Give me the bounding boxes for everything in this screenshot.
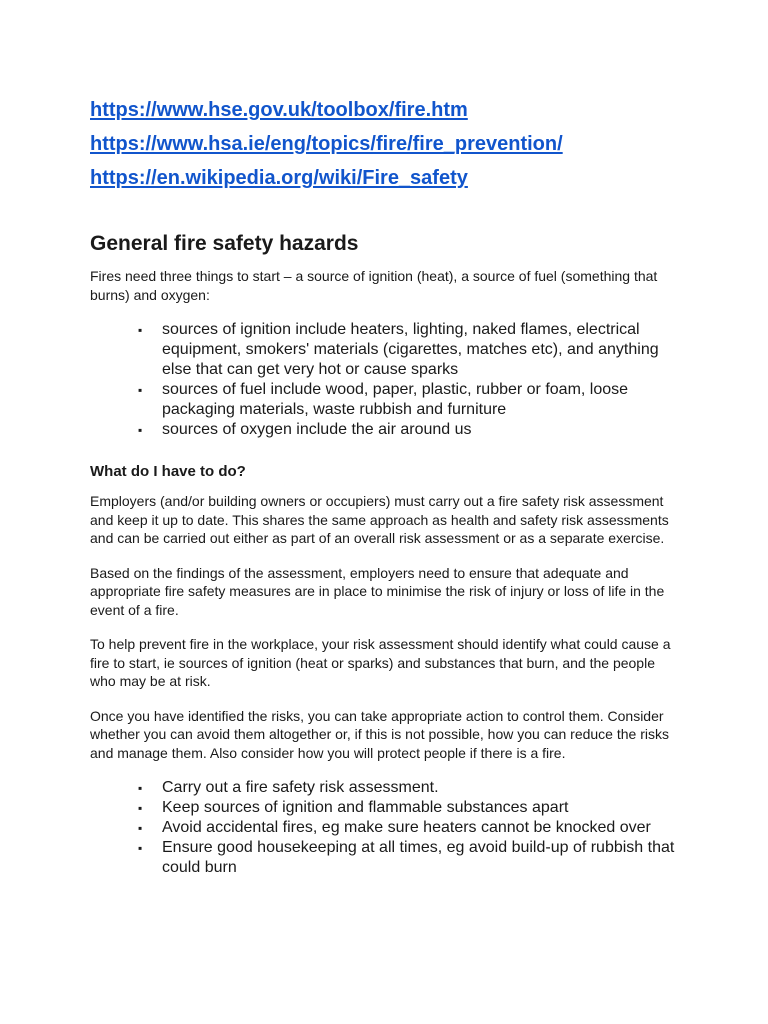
link-wikipedia-fire-safety[interactable]: https://en.wikipedia.org/wiki/Fire_safety [90,167,468,189]
list-item: ▪ sources of fuel include wood, paper, plastic, rubber or foam, loose packaging materials, waste rubbish and furniture [138,380,680,420]
intro-paragraph: Fires need three things to start – a source of ignition (heat), a source of fuel (something that burns) and oxygen: [90,268,658,303]
list-item: ▪ Avoid accidental fires, eg make sure heaters cannot be knocked over [138,818,680,838]
paragraph-assessment-findings: Based on the findings of the assessment, employers need to ensure that adequate and appropriate fire safety measures are in place to minimise the risk of injury or loss of life in the event of a fire. [90,564,665,618]
paragraph-risk-assessment: Employers (and/or building owners or occupiers) must carry out a fire safety risk assessment and keep it up to date. This shares the same approach as health and safety risk assessments and can be carried out either as part of an overall risk assessment or as a separate exercise. [90,493,669,546]
list-item: ▪ Keep sources of ignition and flammable substances apart [138,798,680,818]
list-item: ▪ Carry out a fire safety risk assessment. [138,778,680,798]
reference-links [90,93,563,195]
link-hse-toolbox-fire[interactable]: https://www.hse.gov.uk/toolbox/fire.htm [90,99,468,121]
actions-list [90,778,680,878]
paragraph-prevent-fire: To help prevent fire in the workplace, your risk assessment should identify what could cause a fire to start, ie sources of ignition (heat or sparks) and substances that burn, and the people who may be at risk. [90,636,671,689]
document-body [90,229,680,878]
section-heading-what-to-do: What do I have to do? [90,463,246,480]
list-item: ▪ sources of ignition include heaters, lighting, naked flames, electrical equipment, smokers' materials (cigarettes, matches etc), and anything else that can get very hot or cause sparks [138,320,680,380]
link-hsa-fire-prevention[interactable]: https://www.hsa.ie/eng/topics/fire/fire_prevention/ [90,133,563,155]
hazard-sources-list [90,320,680,440]
section-heading-fire-hazards: General fire safety hazards [90,232,359,255]
paragraph-control-risks: Once you have identified the risks, you can take appropriate action to control them. Consider whether you can avoid them altogether or, if this is not possible, how you can reduce the risks and manage them. Also consider how you will protect people if there is a fire. [90,707,669,761]
list-item: ▪ sources of oxygen include the air around us [138,420,680,440]
list-item: ▪ Ensure good housekeeping at all times, eg avoid build-up of rubbish that could burn [138,838,680,878]
